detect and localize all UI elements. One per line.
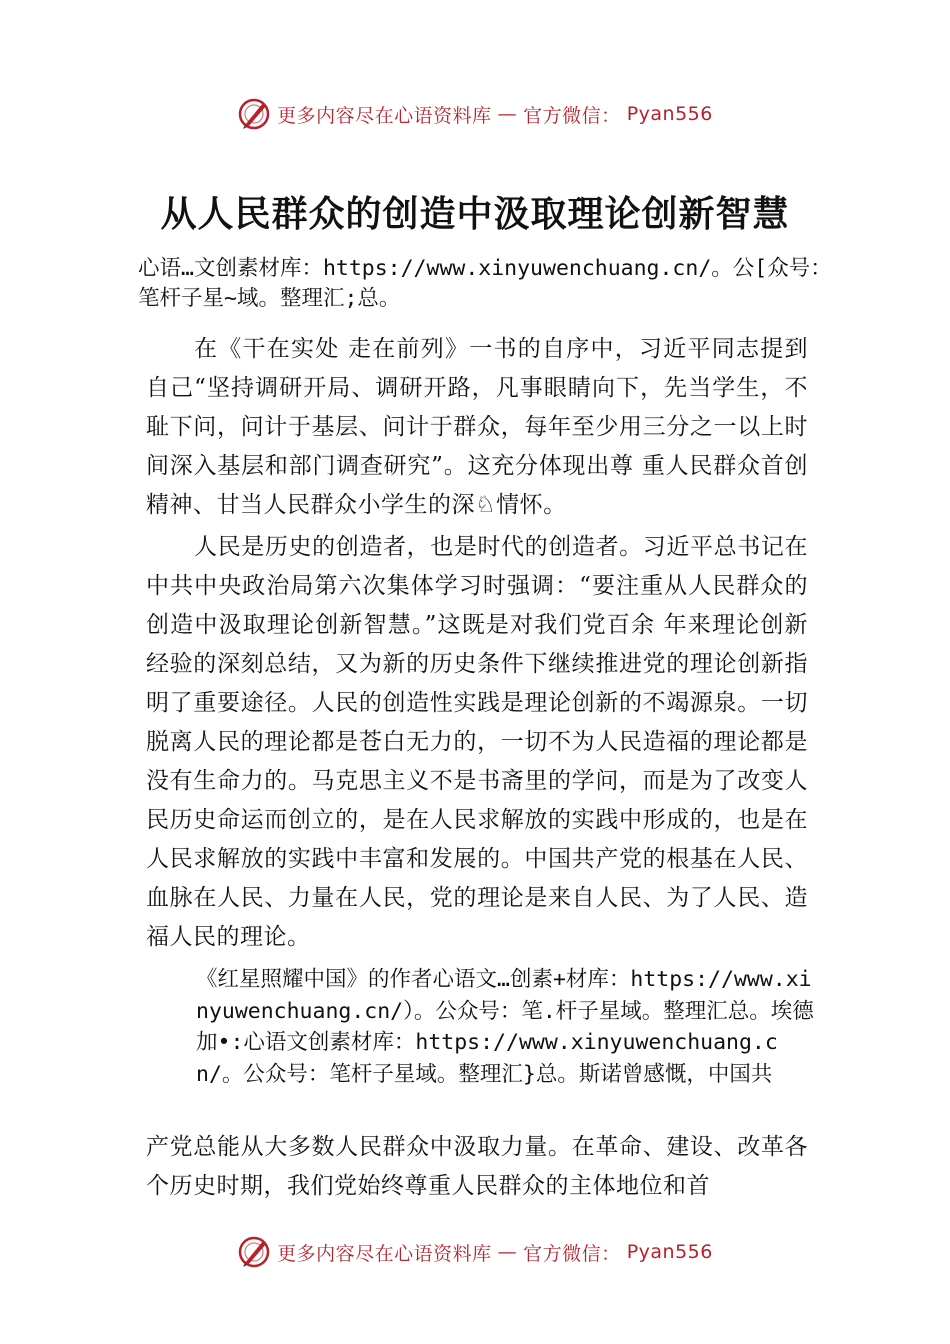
brush-logo-icon — [237, 1235, 271, 1269]
banner-wechat-id: Pyan556 — [626, 103, 713, 125]
footer-banner — [0, 1234, 950, 1270]
brush-logo-icon — [237, 97, 271, 131]
banner-separator: — — [497, 103, 518, 125]
paragraph-1: 在《干在实处 走在前列》一书的自序中，习近平同志提到自己“坚持调研开局、调研开路，凡事眼睛向下，先当学生，不耻下问，问计于基层、问计于群众，每年至少用三分之一以上时间深入基层和部门调查研究”。这充分体现出尊 重人民群众首创精神、甘当人民群众小学生的深♘情怀。 — [146, 336, 808, 518]
banner-wechat-id: Pyan556 — [626, 1241, 713, 1263]
banner-separator: — — [497, 1241, 518, 1263]
banner-wechat-label: 官方微信： — [523, 1242, 621, 1265]
page-title: 从人民群众的创造中汲取理论创新智慧 — [160, 193, 790, 235]
quote-block: 《红星照耀中国》的作者心语文…创素+材库：https://www.xinyuwenchuang.cn/）。公众号：笔.杆子星域。整理汇总。埃德加•:心语文创素材库：https://www.xinyuwenchuang.cn/。公众号：笔杆子星域。整理汇}总。斯诺曾感慨，中国共 — [196, 967, 814, 1087]
banner-wechat-label: 官方微信： — [523, 104, 621, 127]
source-note: 心语…文创素材库：https://www.xinyuwenchuang.cn/。公[众号：笔杆子星~域。整理汇;总。 — [138, 256, 832, 311]
paragraph-continuation: 产党总能从大多数人民群众中汲取力量。在革命、建设、改革各个历史时期，我们党始终尊重人民群众的主体地位和首 — [146, 1134, 808, 1199]
paragraph-2: 人民是历史的创造者，也是时代的创造者。习近平总书记在中共中央政治局第六次集体学习时强调：“要注重从人民群众的创造中汲取理论创新智慧。”这既是对我们党百余 年来理论创新经验的深刻总结，又为新的历史条件下继续推进党的理论创新指明了重要途径。人民的创造性实践是理论创新的不竭源泉。一切脱离人民的理论都是苍白无力的，一切不为人民造福的理论都是没有生命力的。马克思主义不是书斋里的学问，而是为了改变人民历史命运而创立的，是在人民求解放的实践中形成的，也是在人民求解放的实践中丰富和发展的。中国共产党的根基在人民、血脉在人民、力量在人民，党的理论是来自人民、为了人民、造福人民的理论。 — [146, 534, 808, 950]
banner-text: 更多内容尽在心语资料库 — [277, 104, 492, 127]
header-banner — [0, 96, 950, 132]
banner-text: 更多内容尽在心语资料库 — [277, 1242, 492, 1265]
